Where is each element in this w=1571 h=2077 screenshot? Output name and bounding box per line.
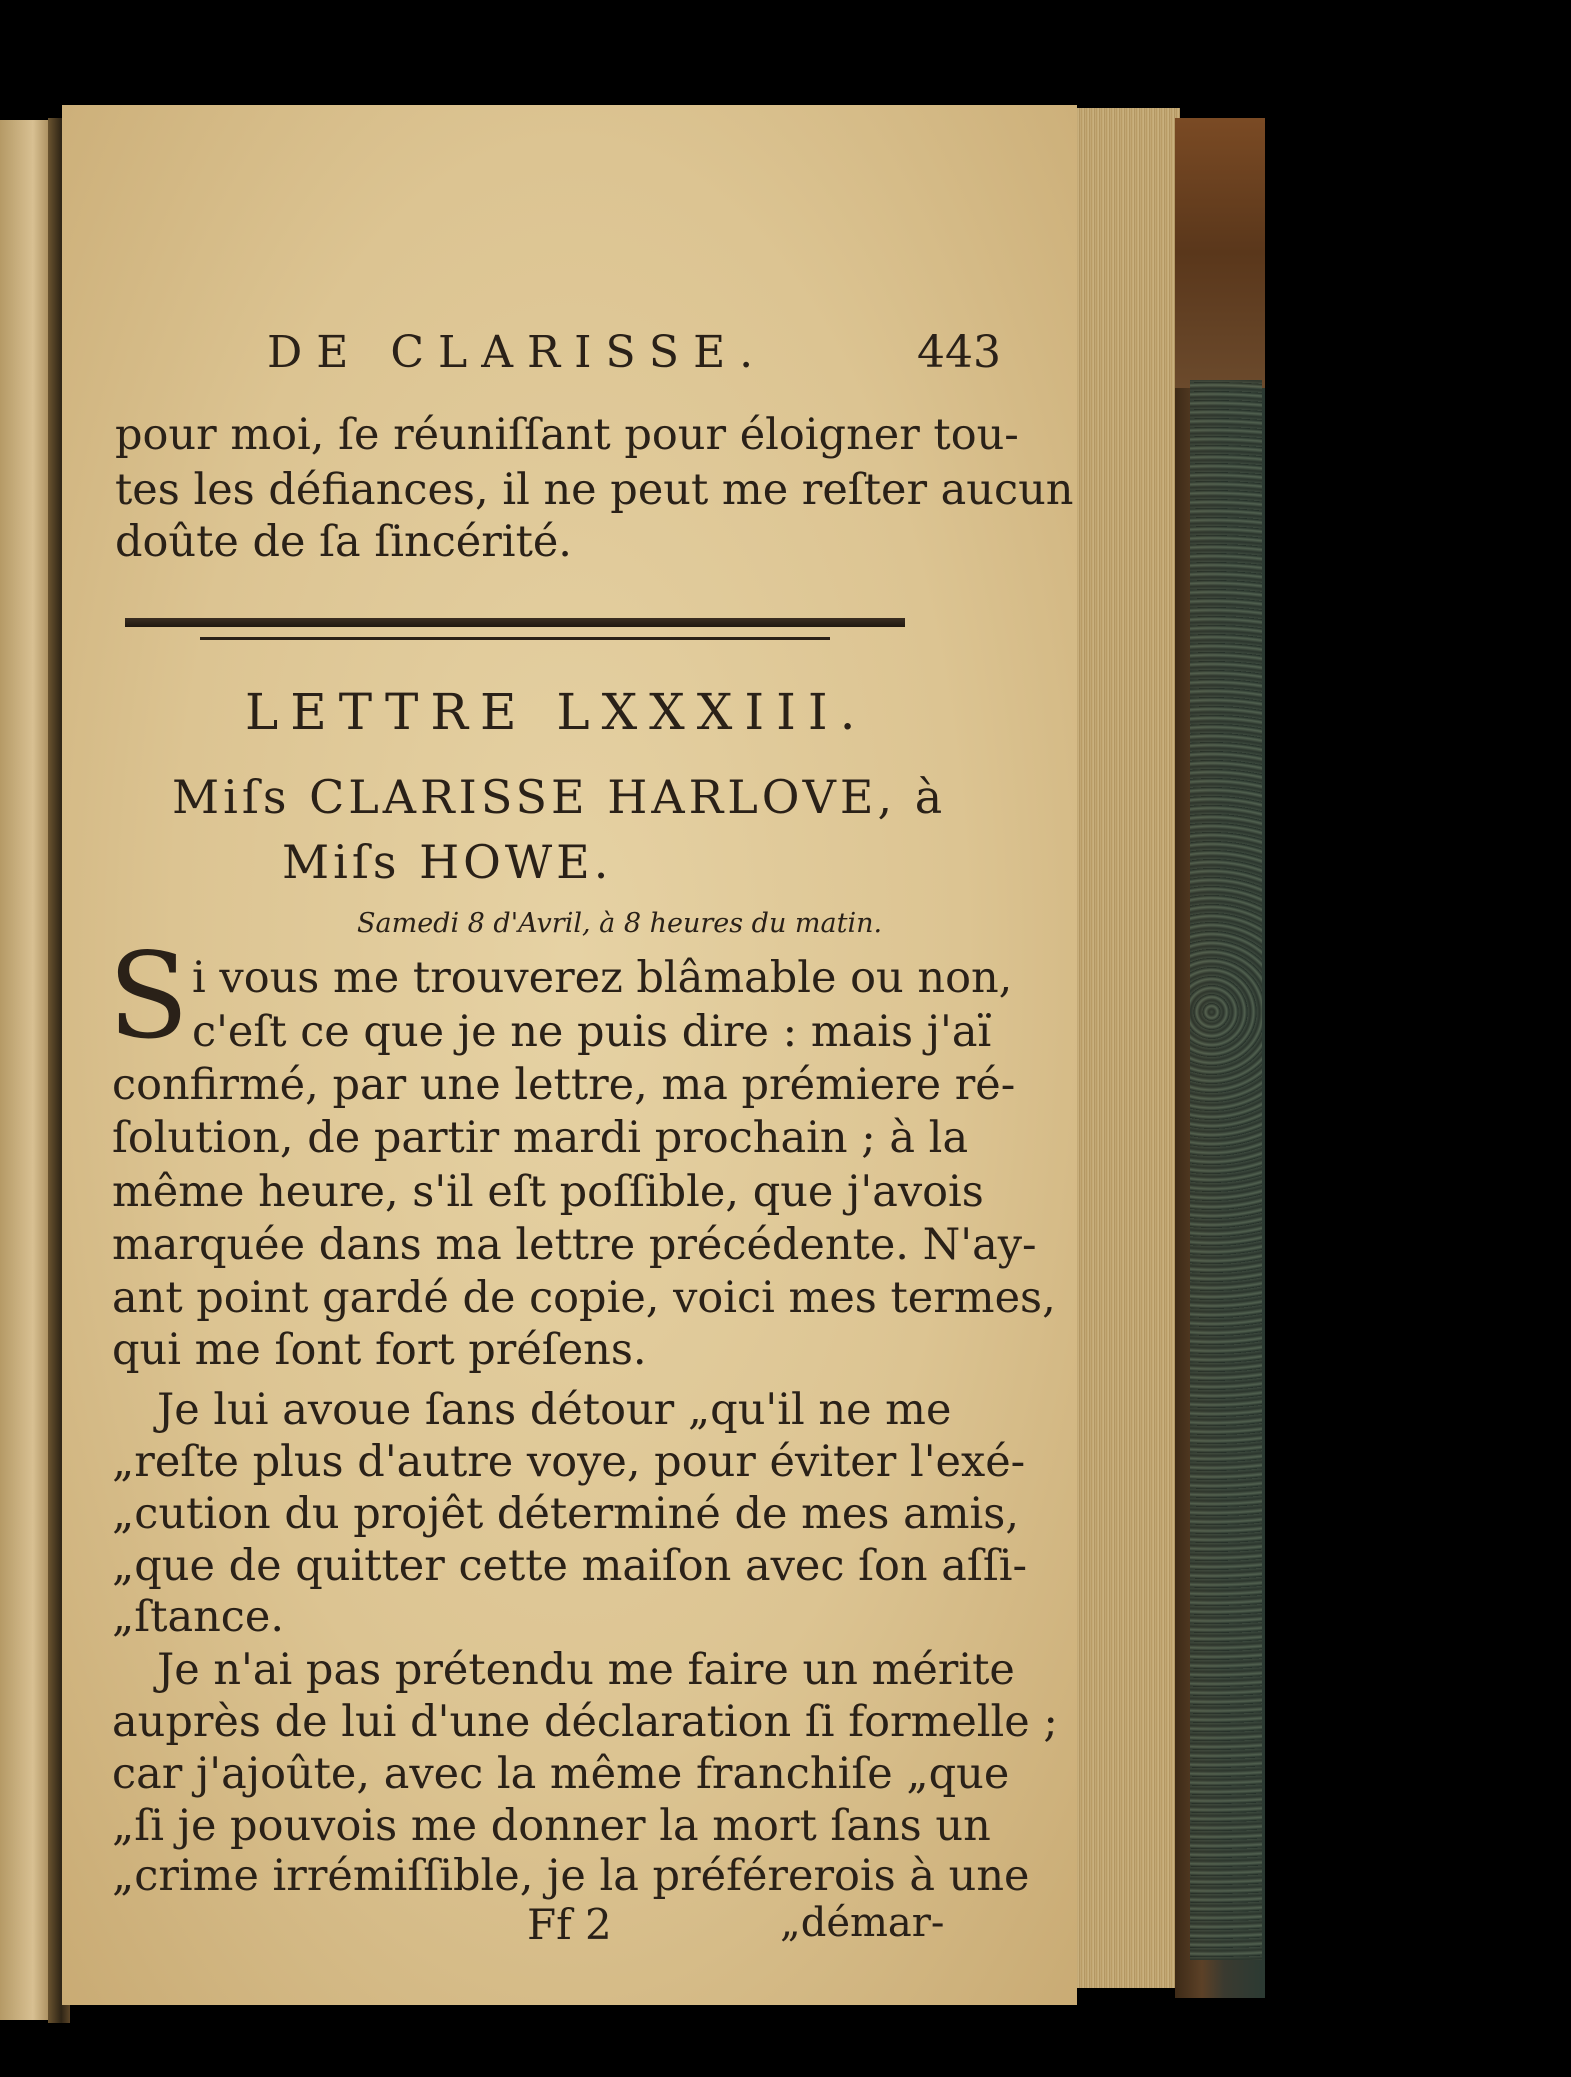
text-line: qui me ſont fort préſens. xyxy=(112,1325,647,1375)
text-line: „crime irrémiſſible, je la préférerois à une xyxy=(112,1851,1030,1901)
text-line: même heure, s'il eſt poſſible, que j'avois xyxy=(112,1167,984,1217)
running-title: DE CLARISSE. xyxy=(267,327,768,378)
text-line: „que de quitter cette maiſon avec ſon aſſi- xyxy=(112,1541,1028,1591)
text-line: Je n'ai pas prétendu me faire un mérite xyxy=(157,1645,1015,1695)
text-line: i vous me trouverez blâmable ou non, xyxy=(192,953,1013,1003)
text-line: „cution du projêt déterminé de mes amis, xyxy=(112,1489,1020,1539)
thin-rule xyxy=(200,637,830,640)
signature-mark: Ff 2 xyxy=(527,1900,612,1949)
catchword: „démar- xyxy=(780,1900,945,1946)
text-line: pour moi, ſe réuniſſant pour éloigner tou- xyxy=(115,410,1019,460)
drop-cap: S xyxy=(108,927,189,1065)
page-number: 443 xyxy=(917,327,1001,378)
page-edges xyxy=(1070,108,1180,1988)
letter-address-line2: Miſs HOWE. xyxy=(282,835,613,889)
book-page xyxy=(62,105,1077,2005)
ornamental-rule xyxy=(125,618,905,627)
text-line: ant point gardé de copie, voici mes termes, xyxy=(112,1273,1056,1323)
marbled-board xyxy=(1190,380,1262,1960)
text-line: „ſi je pouvois me donner la mort ſans un xyxy=(112,1801,991,1851)
text-line: marquée dans ma lettre précédente. N'ay- xyxy=(112,1220,1037,1270)
letter-date: Samedi 8 d'Avril, à 8 heures du matin. xyxy=(357,908,883,939)
text-line: „ſtance. xyxy=(112,1592,284,1642)
text-line: c'eſt ce que je ne puis dire : mais j'aï xyxy=(192,1007,992,1057)
text-line: tes les défiances, il ne peut me reſter aucun xyxy=(115,465,1074,515)
text-line: auprès de lui d'une déclaration ſi formelle ; xyxy=(112,1697,1058,1747)
left-page-edge xyxy=(0,120,55,2020)
leather-binding xyxy=(1175,118,1265,388)
letter-title: LETTRE LXXXIII. xyxy=(245,683,868,741)
text-line: confirmé, par une lettre, ma prémiere ré- xyxy=(112,1060,1016,1110)
text-line: doûte de ſa ſincérité. xyxy=(115,517,572,567)
text-line: car j'ajoûte, avec la même franchiſe „que xyxy=(112,1749,1010,1799)
text-line: Je lui avoue ſans détour „qu'il ne me xyxy=(157,1385,952,1435)
text-line: ſolution, de partir mardi prochain ; à la xyxy=(112,1113,969,1163)
letter-address-line1: Miſs CLARISSE HARLOVE, à xyxy=(172,770,947,824)
text-line: „reſte plus d'autre voye, pour éviter l'exé- xyxy=(112,1437,1026,1487)
